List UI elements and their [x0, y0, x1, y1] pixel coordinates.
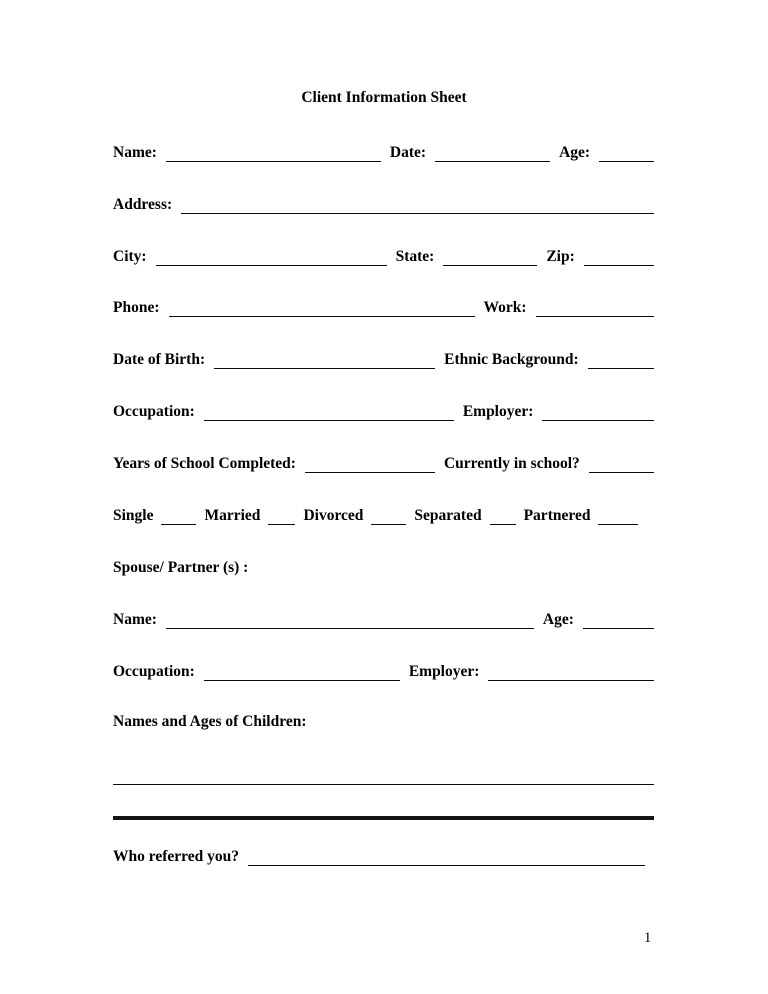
single-blank-line[interactable]	[161, 519, 196, 525]
separated-blank-line[interactable]	[490, 519, 516, 525]
row-school	[113, 451, 654, 473]
ethnic-background-blank-line[interactable]	[588, 363, 654, 369]
separated-label: Separated	[414, 507, 482, 525]
state-label: State:	[395, 248, 435, 266]
spouse-employer-blank-line[interactable]	[488, 675, 654, 681]
section-divider-rule	[113, 816, 654, 820]
spouse-employer-label: Employer:	[408, 663, 480, 681]
city-label: City:	[113, 248, 147, 266]
work-label: Work:	[483, 299, 527, 317]
row-referred	[113, 844, 654, 866]
date-of-birth-label: Date of Birth:	[113, 351, 206, 369]
currently-in-school-blank-line[interactable]	[589, 467, 654, 473]
name-label: Name:	[113, 144, 157, 162]
row-address	[113, 192, 654, 214]
address-label: Address:	[113, 196, 173, 214]
divorced-label: Divorced	[303, 507, 364, 525]
zip-label: Zip:	[546, 248, 575, 266]
row-spouse-heading	[113, 555, 654, 577]
spouse-occupation-blank-line[interactable]	[204, 675, 400, 681]
age-blank-line[interactable]	[599, 156, 654, 162]
date-of-birth-blank-line[interactable]	[214, 363, 435, 369]
row-spouse-occupation-employer	[113, 659, 654, 681]
who-referred-you-blank-line[interactable]	[248, 860, 645, 866]
single-label: Single	[113, 507, 154, 525]
row-marital-status	[113, 503, 654, 525]
row-phone-work	[113, 295, 654, 317]
ethnic-background-label: Ethnic Background:	[444, 351, 579, 369]
children-label: Names and Ages of Children:	[113, 713, 307, 731]
currently-in-school-label: Currently in school?	[443, 455, 580, 473]
zip-blank-line[interactable]	[584, 260, 654, 266]
spouse-partner-label: Spouse/ Partner (s) :	[113, 559, 249, 577]
employer-label: Employer:	[462, 403, 534, 421]
row-spouse-name-age	[113, 607, 654, 629]
years-of-school-label: Years of School Completed:	[113, 455, 296, 473]
name-blank-line[interactable]	[166, 156, 381, 162]
employer-blank-line[interactable]	[542, 415, 654, 421]
occupation-blank-line[interactable]	[204, 415, 454, 421]
row-children-blank	[113, 763, 654, 785]
spouse-age-blank-line[interactable]	[583, 623, 654, 629]
row-name-date-age	[113, 140, 654, 162]
city-blank-line[interactable]	[156, 260, 387, 266]
spouse-name-label: Name:	[113, 611, 157, 629]
row-dob-ethnic	[113, 347, 654, 369]
years-of-school-blank-line[interactable]	[305, 467, 435, 473]
date-blank-line[interactable]	[435, 156, 550, 162]
row-city-state-zip	[113, 244, 654, 266]
partnered-blank-line[interactable]	[598, 519, 638, 525]
children-blank-line[interactable]	[113, 779, 654, 785]
work-blank-line[interactable]	[536, 311, 654, 317]
address-blank-line[interactable]	[181, 208, 654, 214]
row-children-heading	[113, 709, 654, 731]
phone-label: Phone:	[113, 299, 160, 317]
phone-blank-line[interactable]	[169, 311, 475, 317]
spouse-name-blank-line[interactable]	[166, 623, 534, 629]
married-blank-line[interactable]	[268, 519, 295, 525]
divorced-blank-line[interactable]	[371, 519, 406, 525]
state-blank-line[interactable]	[443, 260, 537, 266]
page-number: 1	[644, 930, 652, 946]
date-label: Date:	[389, 144, 427, 162]
married-label: Married	[204, 507, 261, 525]
age-label: Age:	[559, 144, 591, 162]
spouse-occupation-label: Occupation:	[113, 663, 195, 681]
row-occupation-employer	[113, 399, 654, 421]
occupation-label: Occupation:	[113, 403, 195, 421]
page-title: Client Information Sheet	[301, 89, 467, 106]
partnered-label: Partnered	[523, 507, 591, 525]
who-referred-you-label: Who referred you?	[113, 848, 239, 866]
spouse-age-label: Age:	[542, 611, 574, 629]
